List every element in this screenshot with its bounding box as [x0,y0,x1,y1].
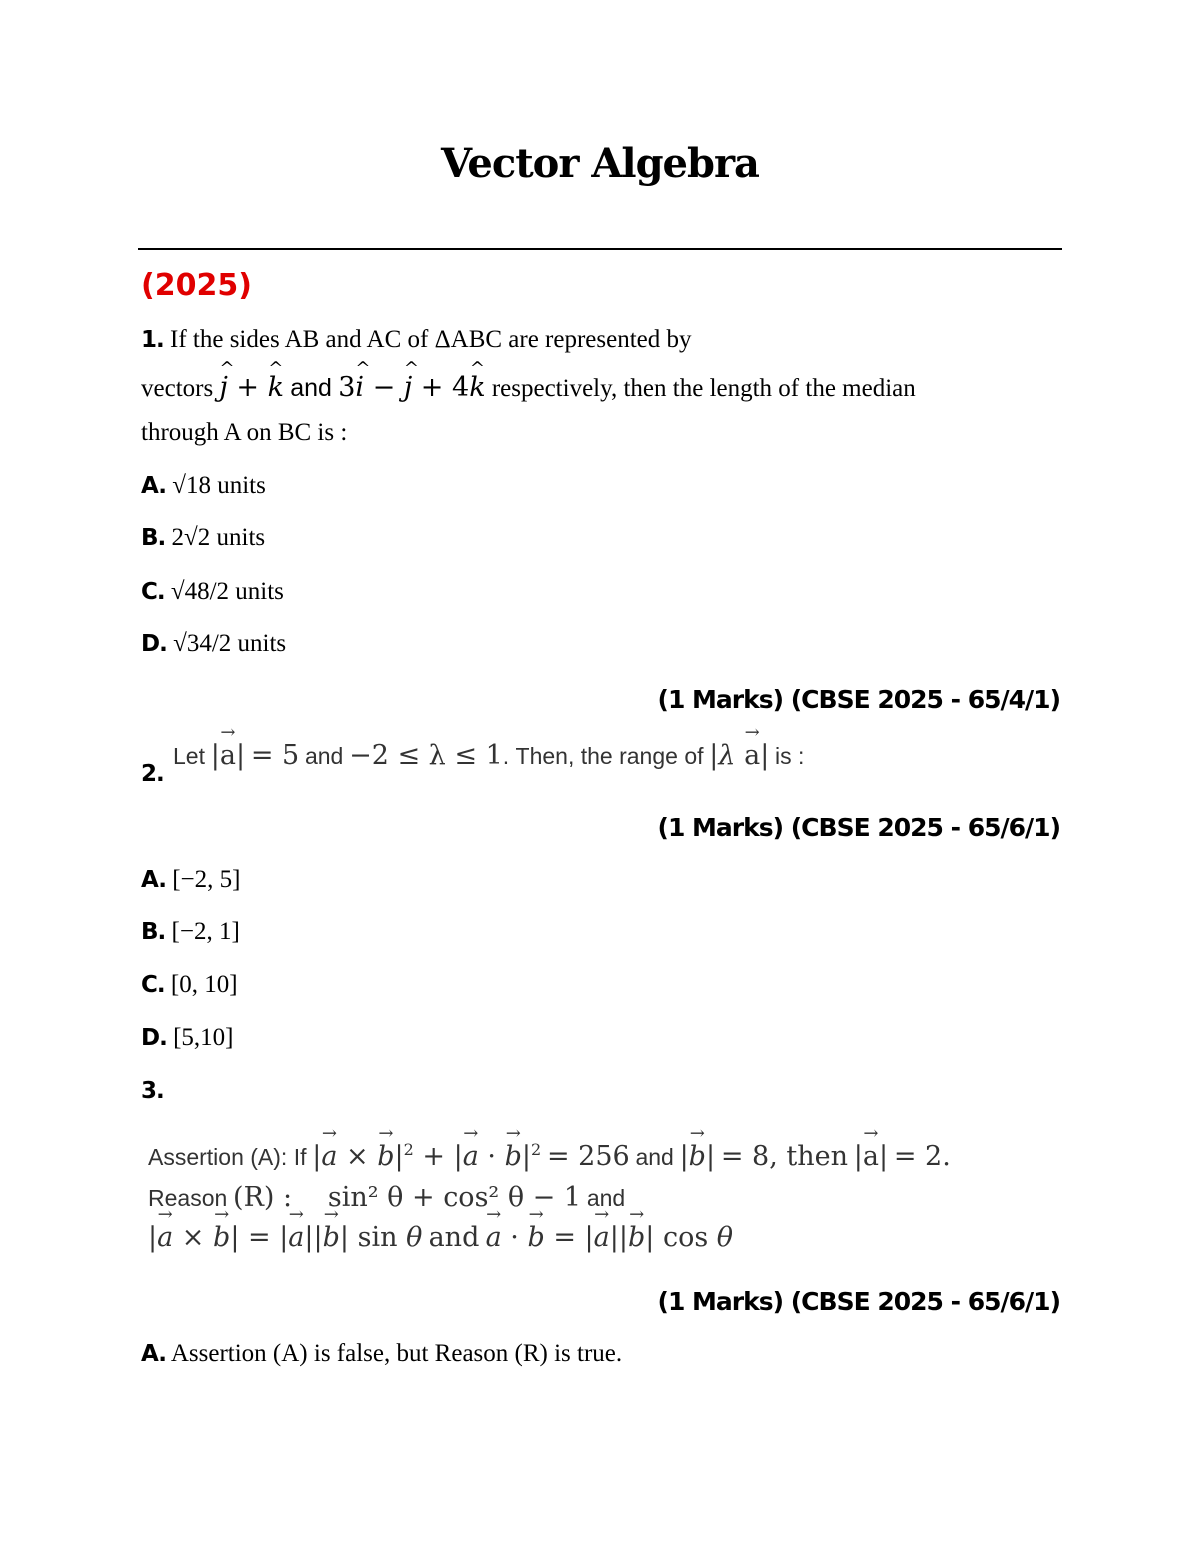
q2-number: 2. [141,761,164,787]
option-text: [−2, 5] [172,866,241,893]
q3-number: 3. [141,1078,164,1104]
q3-assertion-eq3: = 2. [893,1141,951,1172]
option-label: C. [141,579,165,605]
q3-reason-label: Reason [148,1185,228,1211]
q2-option-d[interactable] [141,1024,234,1052]
q1-option-a[interactable] [141,472,266,500]
q1-vector-ab: ^ j + ^ k [219,372,284,403]
q1-vector-ac: 3^ i − ^ j + 4^ k [338,372,485,403]
option-label: B. [141,919,166,945]
option-label: A. [141,473,166,499]
q3-and: and [635,1144,674,1170]
q3-dot-formula: → a · → b = |→ a||→ b| cos θ [486,1222,733,1253]
q3-number-line [141,1077,164,1105]
q1-option-b[interactable] [141,524,265,552]
q3-option-a[interactable] [141,1340,622,1368]
option-text: √34/2 units [173,630,287,657]
q3-formula-and: and [428,1222,480,1253]
q3-reason-and: and [586,1185,626,1211]
q2-marks: (1 Marks) (CBSE 2025 - 65/6/1) [657,813,1060,842]
q3-reason-formulas [148,1222,733,1253]
q2-question [173,740,804,771]
option-text: [−2, 1] [171,918,240,945]
q1-line2 [141,372,916,403]
q3-assertion-eq2: = 8, then [720,1141,848,1172]
option-text: [0, 10] [170,971,238,998]
q3-abs-a: |→ a| [854,1141,888,1172]
option-text: √18 units [172,472,266,499]
option-label: D. [141,631,167,657]
q2-abs-lambda-a: |λ → a| [709,740,769,771]
q3-assertion-eq1: = 256 [546,1141,630,1172]
option-label: A. [141,1341,166,1367]
option-text: 2√2 units [171,524,266,551]
q2-let: Let [173,743,205,769]
q1-marks: (1 Marks) (CBSE 2025 - 65/4/1) [657,685,1060,714]
q3-abs-b: |→ b| [680,1141,716,1172]
q3-marks: (1 Marks) (CBSE 2025 - 65/6/1) [657,1287,1060,1316]
q3-assertion-expr: |→ a × → $b|^2$ + |→ a · → $b|^2$ [312,1141,541,1172]
q3-assertion [148,1140,951,1172]
q2-then: . Then, the range of [502,743,704,769]
page-title: Vector Algebra [441,140,759,187]
q1-number: 1. [141,327,164,353]
section-year: (2025) [141,268,252,303]
q2-abs-a: |→ a| [211,740,245,771]
q2-option-a[interactable] [141,866,240,894]
q2-is: is : [775,743,805,769]
option-text: [5,10] [173,1024,234,1051]
q2-option-c[interactable] [141,971,238,999]
q3-reason-eq: sin² θ + cos² θ − 1 [327,1182,582,1213]
option-label: B. [141,525,166,551]
option-label: D. [141,1025,167,1051]
q2-range-expr: −2 ≤ λ ≤ 1 [349,740,503,771]
q2-and: and [304,743,344,769]
q1-option-c[interactable] [141,578,284,606]
q1-text-line3: through A on BC is : [141,419,348,446]
option-text: Assertion (A) is false, but Reason (R) is true. [170,1340,623,1367]
q2-number-line [141,760,164,788]
option-text: √48/2 units [170,578,284,605]
q2-eq-five: = 5 [250,740,300,771]
q1-vectors-word: vectors [141,375,214,402]
q3-assertion-label: Assertion (A): If [148,1144,307,1170]
q1-text-line1: If the sides AB and AC of ΔABC are represented by [170,326,692,353]
q3-reason-r: (R) : [233,1182,293,1213]
q3-cross-formula: |→ a × → b| = |→ a||→ b| sin θ [148,1222,422,1253]
option-label: C. [141,972,165,998]
q2-option-b[interactable] [141,918,240,946]
q1-and-word: and [290,374,332,402]
q1-line1 [141,326,692,354]
q1-text-line2: respectively, then the length of the median [491,375,916,402]
title-divider [138,248,1062,250]
q1-option-d[interactable] [141,630,286,658]
option-label: A. [141,867,166,893]
